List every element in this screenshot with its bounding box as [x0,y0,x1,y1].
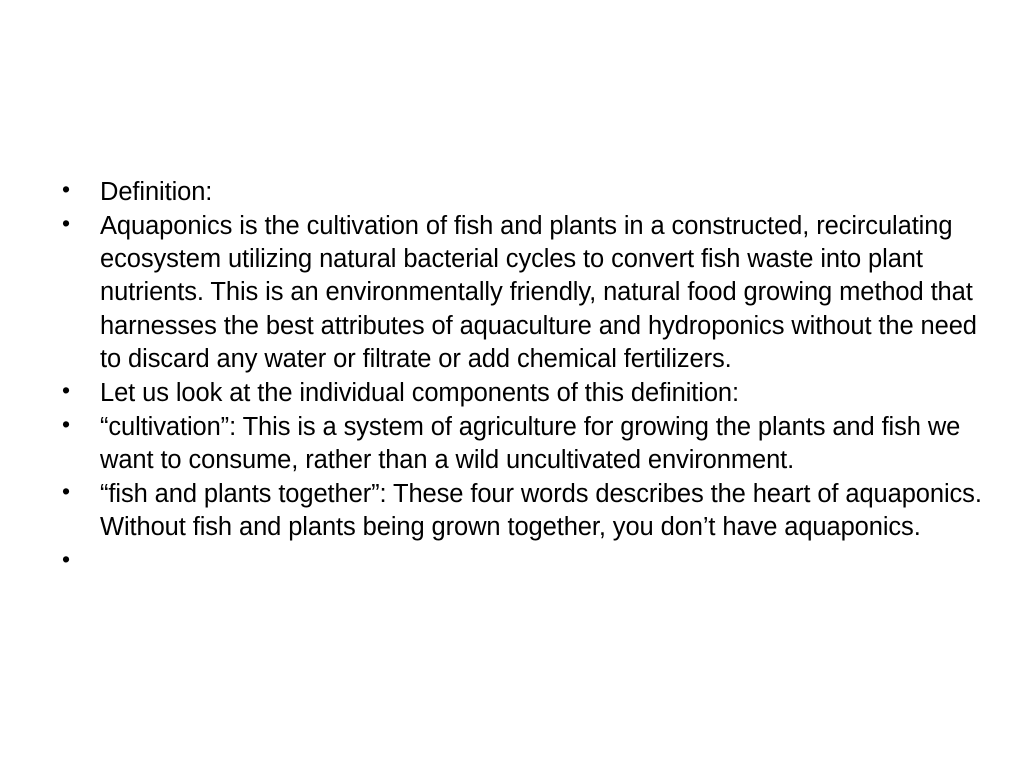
bullet-list [52,176,982,576]
list-item-empty [52,546,982,576]
slide-content-body [52,176,982,577]
list-item: • Let us look at the individual components of this definition: [52,377,982,410]
list-item: • Aquaponics is the cultivation of fish and plants in a constructed, recirculating ecosystem utilizing natural bacterial cycles to convert fish waste into plant nutrients. This is an environmentally friendly, natural food growing method that harnesses the best attributes of aquaculture and hydroponics without the need to discard any water or filtrate or add chemical fertilizers. [52,210,982,376]
list-item: • “fish and plants together”: These four words describes the heart of aquaponics. Without fish and plants being grown together, you don’t have aquaponics. [52,478,982,544]
list-item: • Definition: [52,176,982,209]
list-item: • “cultivation”: This is a system of agriculture for growing the plants and fish we want to consume, rather than a wild uncultivated environment. [52,411,982,477]
